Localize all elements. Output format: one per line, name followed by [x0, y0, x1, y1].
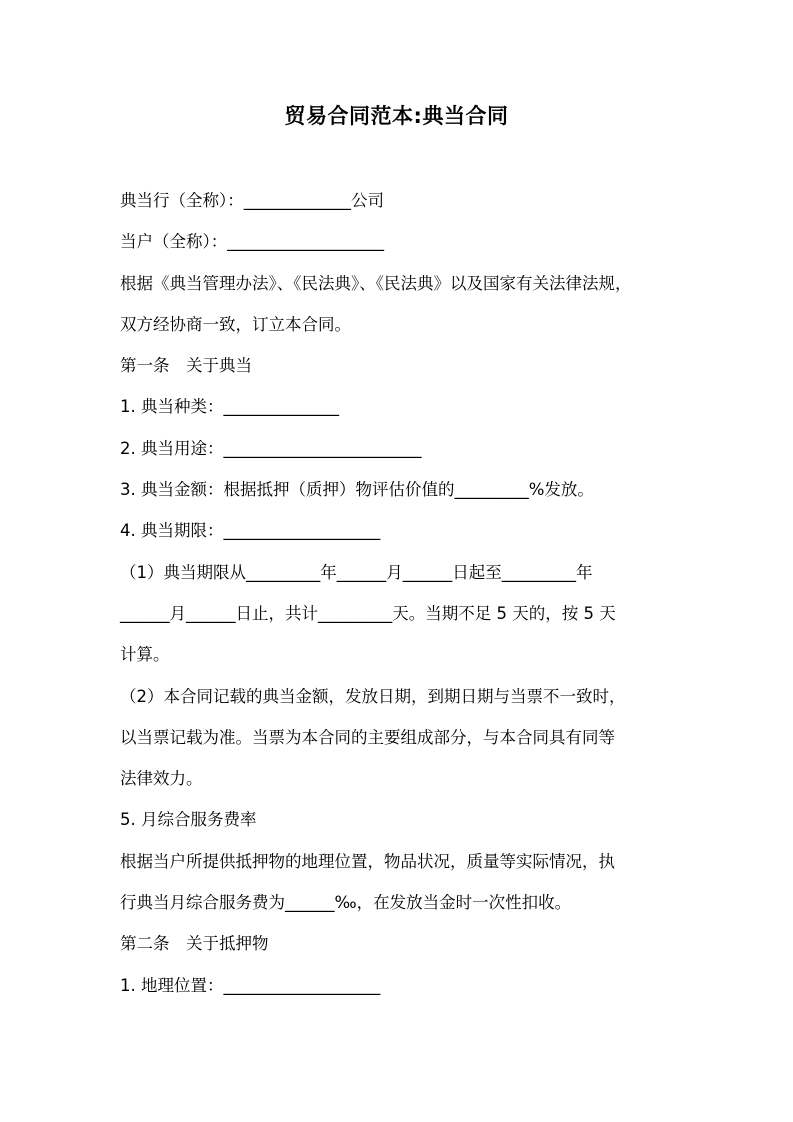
preamble-line-1: 根据《典当管理办法》、《民法典》、《民法典》以及国家有关法律法规， [120, 273, 632, 293]
term-clause-1-line-2: ______月______日止，共计_________天。当期不足 5 天的，按 5 天 [120, 603, 616, 623]
pawn-type-line: 1. 典当种类：______________ [120, 397, 339, 417]
term-clause-2-line-3: 法律效力。 [120, 769, 203, 789]
term-clause-1-line-3: 计算。 [120, 645, 170, 665]
preamble-line-2: 双方经协商一致，订立本合同。 [120, 314, 351, 334]
term-clause-2-line-2: 以当票记载为准。当票为本合同的主要组成部分，与本合同具有同等 [120, 727, 615, 747]
pawn-term-line: 4. 典当期限：___________________ [120, 521, 381, 541]
document-title: 贸易合同范本:典当合同 [284, 104, 509, 128]
term-clause-1-line-1: （1）典当期限从_________年______月______日起至_________年 [120, 562, 593, 582]
service-fee-line-2: 行典当月综合服务费为______‰，在发放当金时一次性扣收。 [120, 893, 572, 913]
service-fee-line-1: 根据当户所提供抵押物的地理位置，物品状况，质量等实际情况，执 [120, 851, 615, 871]
article-1-heading: 第一条 关于典当 [120, 356, 252, 376]
service-fee-heading: 5. 月综合服务费率 [120, 810, 257, 830]
term-clause-2-line-1: （2）本合同记载的典当金额，发放日期，到期日期与当票不一致时， [120, 686, 626, 706]
location-line: 1. 地理位置：___________________ [120, 975, 381, 995]
document-body [120, 180, 680, 1006]
pawn-purpose-line: 2. 典当用途：________________________ [120, 438, 422, 458]
article-2-heading: 第二条 关于抵押物 [120, 934, 269, 954]
pawn-amount-line: 3. 典当金额：根据抵押（质押）物评估价值的_________%发放。 [120, 480, 594, 500]
pawnshop-name-line: 典当行（全称）：_____________公司 [120, 191, 384, 210]
pawner-name-line: 当户（全称）：___________________ [120, 232, 384, 252]
